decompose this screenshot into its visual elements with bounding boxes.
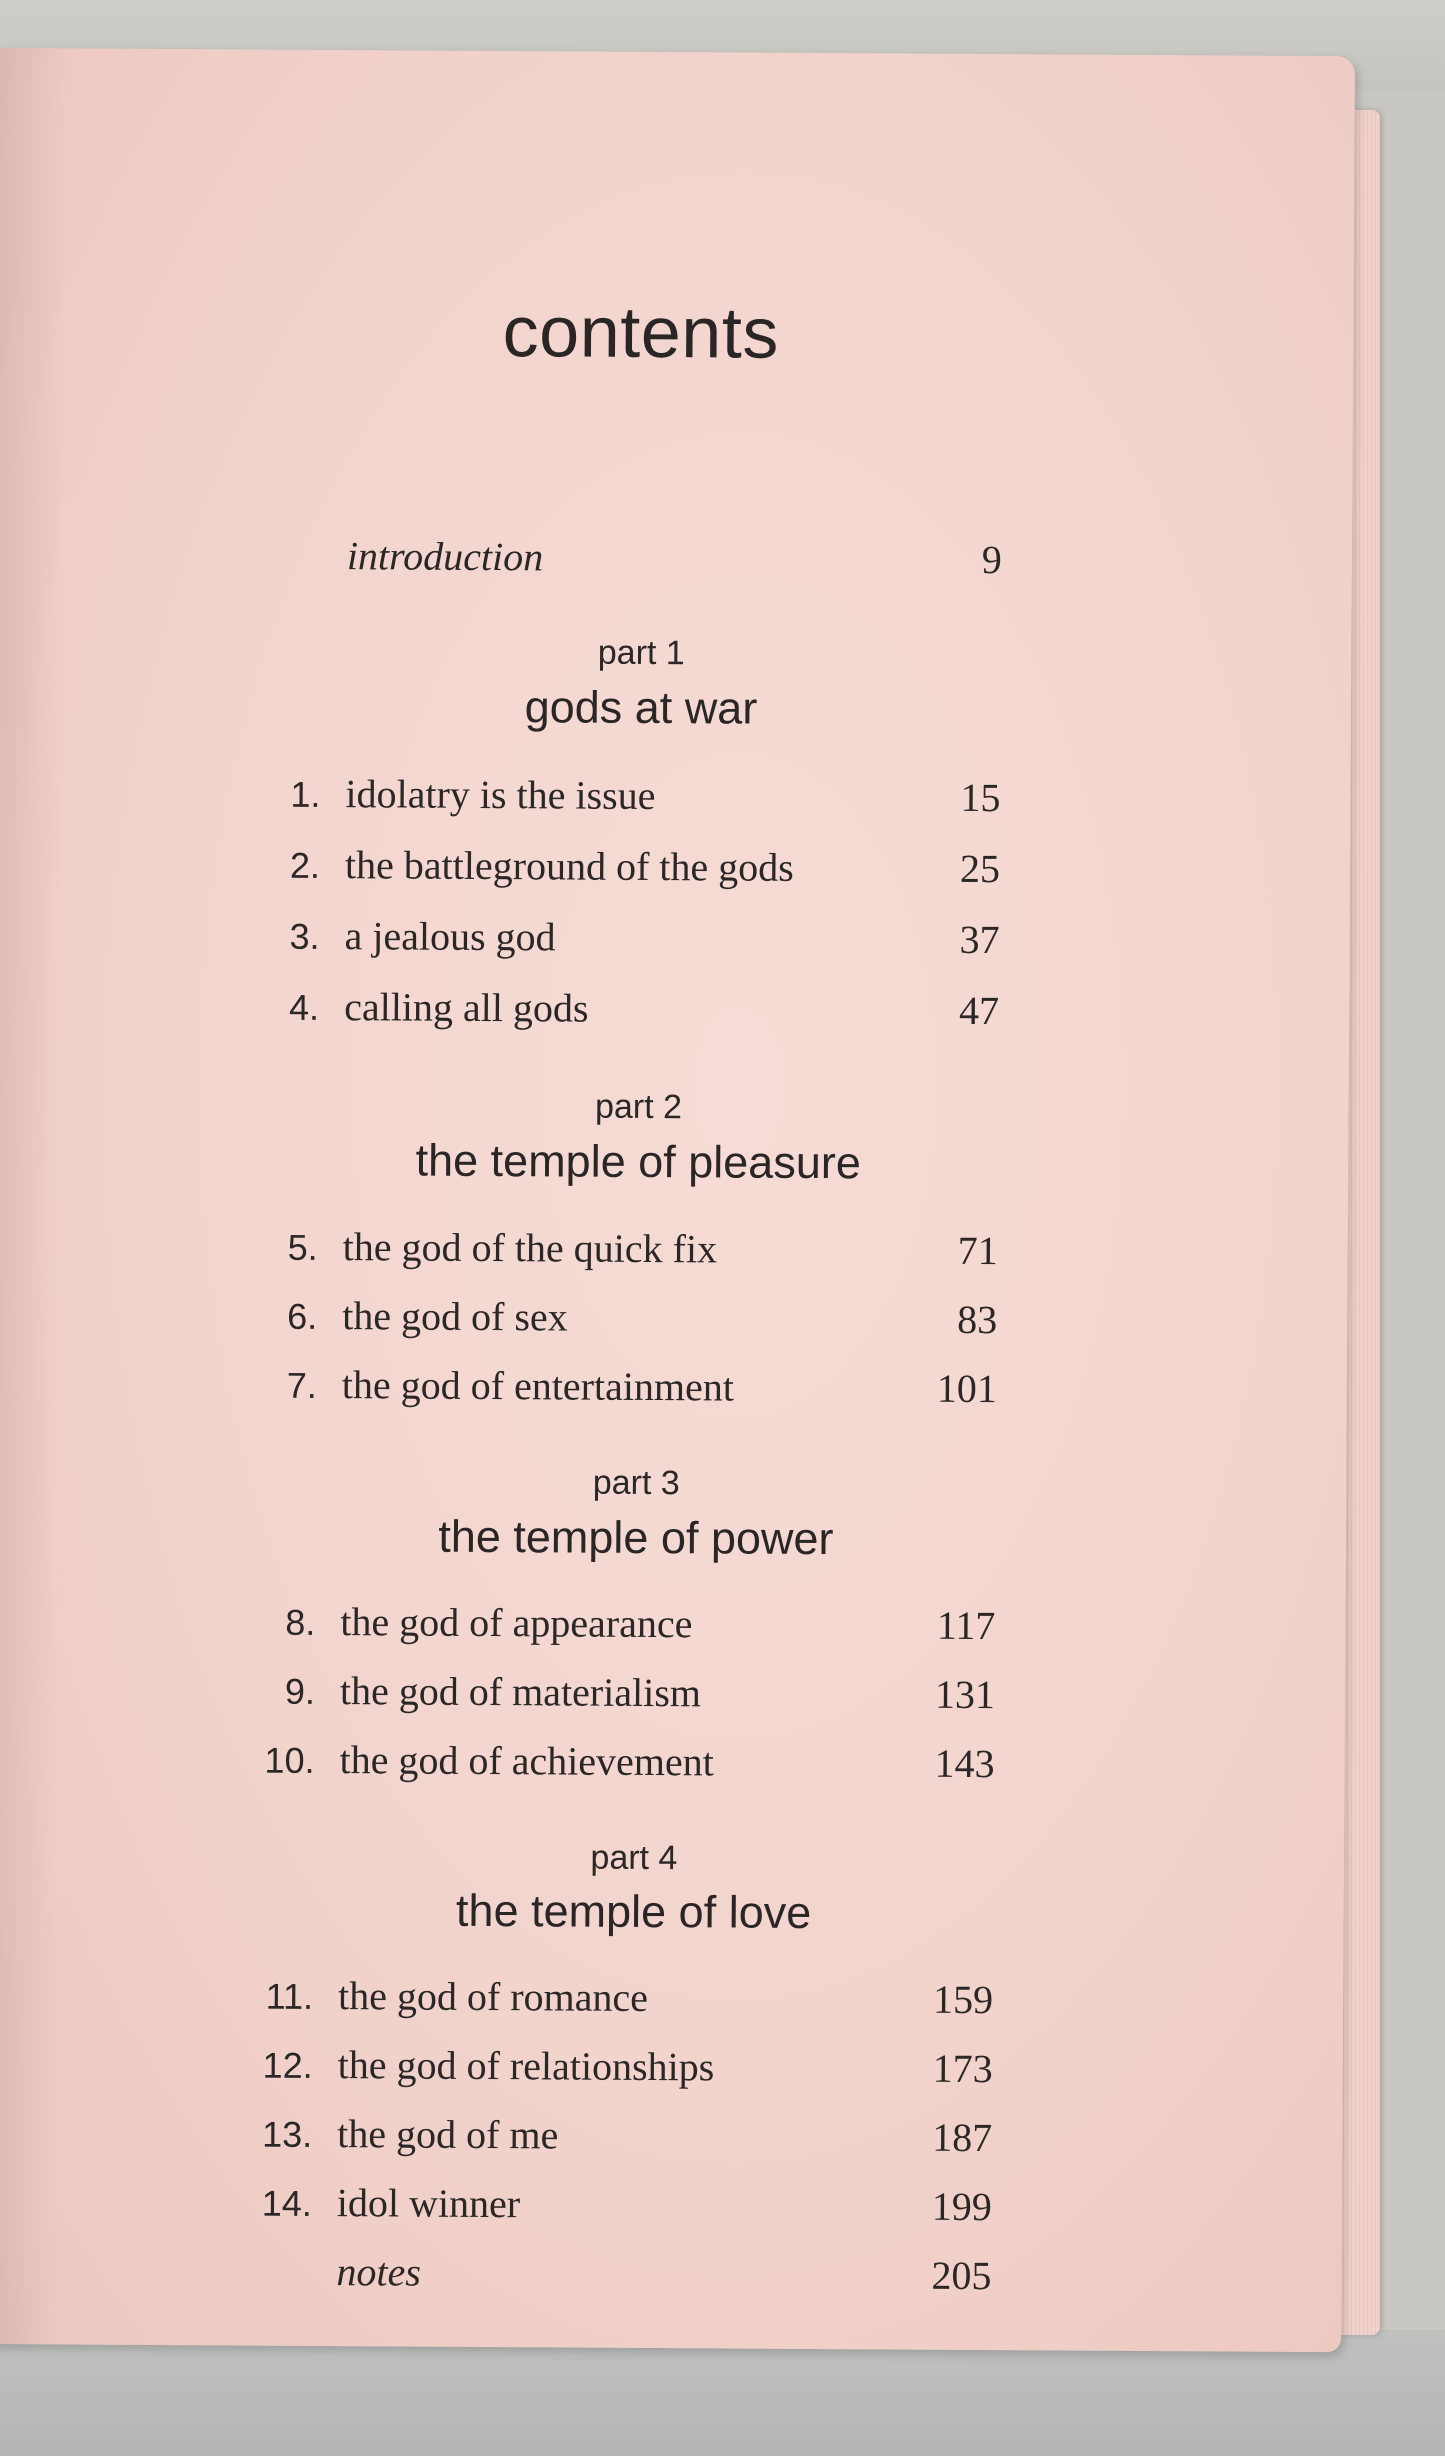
chapter-title: the god of sex <box>342 1293 568 1340</box>
toc-entry <box>255 1667 995 1732</box>
toc-entry-label: notes <box>336 2249 421 2295</box>
chapter-number: 6. <box>287 1295 318 1337</box>
chapter-page: 199 <box>931 2183 992 2230</box>
part-title: gods at war <box>524 681 758 734</box>
chapter-page: 101 <box>936 1365 997 1412</box>
chapter-title: idol winner <box>336 2180 521 2227</box>
toc-entry <box>257 1223 997 1288</box>
toc-entry <box>254 1736 994 1801</box>
chapter-title: the god of the quick fix <box>342 1224 718 1272</box>
chapter-page: 37 <box>959 916 1000 963</box>
chapter-page: 83 <box>957 1296 998 1343</box>
part-label: part 4 <box>590 1838 678 1878</box>
chapter-number: 9. <box>284 1670 316 1712</box>
chapter-number: 8. <box>285 1601 316 1643</box>
toc-entry-label: introduction <box>346 533 544 580</box>
chapter-number: 13. <box>262 2113 313 2155</box>
part-title: the temple of power <box>438 1510 834 1565</box>
toc-entry <box>260 841 1000 906</box>
chapter-page: 71 <box>957 1227 998 1274</box>
chapter-number: 2. <box>289 844 321 886</box>
toc-entry <box>259 983 999 1048</box>
toc-entry <box>260 770 1000 835</box>
part-label: part 2 <box>594 1087 683 1127</box>
toc-entry-page: 9 <box>981 537 1003 583</box>
chapter-page: 187 <box>932 2114 993 2161</box>
chapter-title: idolatry is the issue <box>345 771 656 819</box>
chapter-number: 1. <box>290 773 321 815</box>
toc-entry-page: 205 <box>931 2252 992 2299</box>
part-label: part 1 <box>597 633 685 673</box>
toc-entry <box>259 912 999 977</box>
toc-entry-notes <box>251 2248 991 2313</box>
chapter-title: the god of entertainment <box>341 1362 735 1410</box>
chapter-page: 143 <box>934 1740 995 1787</box>
chapter-title: the god of romance <box>337 1973 649 2020</box>
chapter-title: a jealous god <box>344 913 556 960</box>
toc-entry <box>253 1972 993 2037</box>
chapter-page: 159 <box>932 1976 994 2023</box>
chapter-page: 117 <box>936 1602 996 1649</box>
chapter-page: 47 <box>959 987 1000 1034</box>
chapter-number: 14. <box>261 2182 312 2224</box>
chapter-title: the god of achievement <box>339 1737 714 1785</box>
toc-entry <box>257 1361 997 1426</box>
chapter-title: the god of me <box>337 2111 559 2158</box>
book-page <box>0 48 1355 2352</box>
chapter-number: 12. <box>262 2044 313 2086</box>
chapter-title: calling all gods <box>344 984 589 1031</box>
chapter-title: the god of appearance <box>340 1599 693 1647</box>
toc-entry <box>255 1598 995 1663</box>
toc-entry <box>252 2110 992 2175</box>
chapter-title: the god of relationships <box>337 2042 715 2090</box>
chapter-number: 3. <box>289 915 320 957</box>
page-title: contents <box>502 292 780 374</box>
chapter-number: 5. <box>287 1226 318 1268</box>
part-label: part 3 <box>592 1463 680 1503</box>
chapter-page: 173 <box>932 2045 993 2092</box>
toc-entry <box>252 2041 992 2106</box>
toc-entry <box>257 1292 997 1357</box>
toc-entry <box>252 2179 992 2244</box>
chapter-number: 10. <box>264 1739 315 1781</box>
chapter-title: the god of materialism <box>339 1668 702 1716</box>
part-title: the temple of pleasure <box>415 1134 862 1189</box>
chapter-page: 25 <box>959 845 1001 892</box>
toc-entry-introduction <box>262 532 1002 597</box>
chapter-page: 131 <box>934 1671 996 1718</box>
chapter-number: 4. <box>288 986 320 1028</box>
chapter-number: 7. <box>286 1364 317 1406</box>
chapter-title: the battleground of the gods <box>344 842 794 890</box>
chapter-number: 11. <box>265 1975 314 2017</box>
chapter-page: 15 <box>960 774 1001 821</box>
part-title: the temple of love <box>455 1884 812 1938</box>
